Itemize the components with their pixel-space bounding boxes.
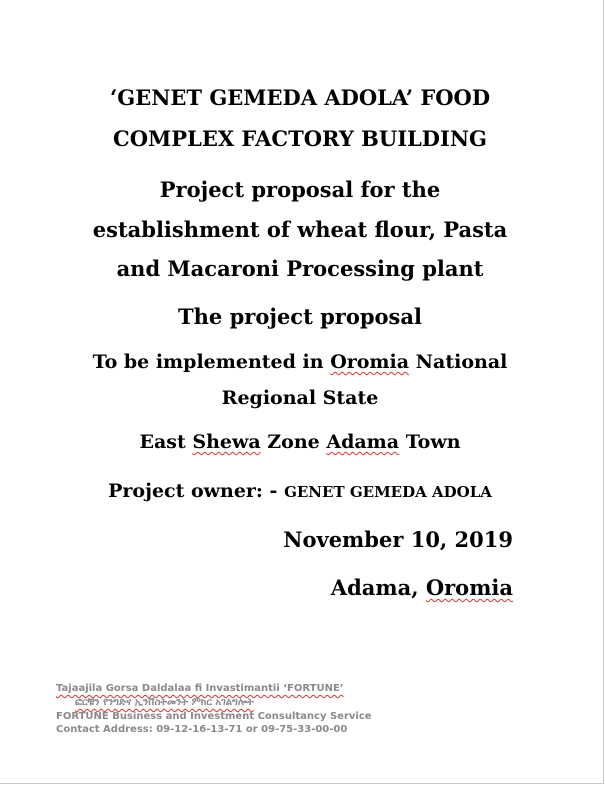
title-line-2: COMPLEX FACTORY BUILDING: [113, 126, 487, 151]
zone-part-2: Zone: [260, 431, 327, 453]
owner-label: Project owner: -: [108, 480, 285, 502]
zone-line: [0, 433, 600, 452]
zone-adama: Adama: [326, 431, 400, 453]
place-city: Adama,: [330, 575, 426, 600]
footer-line-1: Tajaajila Gorsa Daldalaa fi Invastimantii ‘FORTUNE’: [56, 683, 344, 694]
owner-line: [0, 482, 600, 501]
footer-line-3: FORTUNE Business and Investment Consultancy Service: [56, 711, 372, 722]
implementation-prefix: To be implemented in: [92, 351, 331, 373]
zone-shewa: Shewa: [192, 431, 261, 453]
proposal-line-2: establishment of wheat flour, Pasta: [92, 217, 508, 242]
subtitle: The project proposal: [178, 304, 422, 329]
footer-line-2: ፎርቹን የንግድና ኢንቨስትመንት ምክር አገልግሎት: [75, 697, 254, 708]
place-line: [331, 577, 513, 598]
place-region: Oromia: [425, 575, 513, 600]
proposal-line-3: and Macaroni Processing plant: [116, 256, 484, 281]
date: November 10, 2019: [283, 527, 513, 552]
proposal-line-1: Project proposal for the: [159, 177, 441, 202]
implementation-line-1: [0, 353, 600, 372]
implementation-line-2: Regional State: [221, 387, 379, 409]
footer-line-4: Contact Address: 09-12-16-13-71 or 09-75-33-00-00: [56, 724, 348, 735]
implementation-region: Oromia: [330, 351, 410, 373]
zone-part-1: East: [139, 431, 193, 453]
implementation-suffix: National: [409, 351, 508, 373]
owner-name: GENET GEMEDA ADOLA: [284, 483, 492, 501]
zone-part-3: Town: [399, 431, 461, 453]
title-line-1: ‘GENET GEMEDA ADOLA’ FOOD: [109, 85, 491, 110]
